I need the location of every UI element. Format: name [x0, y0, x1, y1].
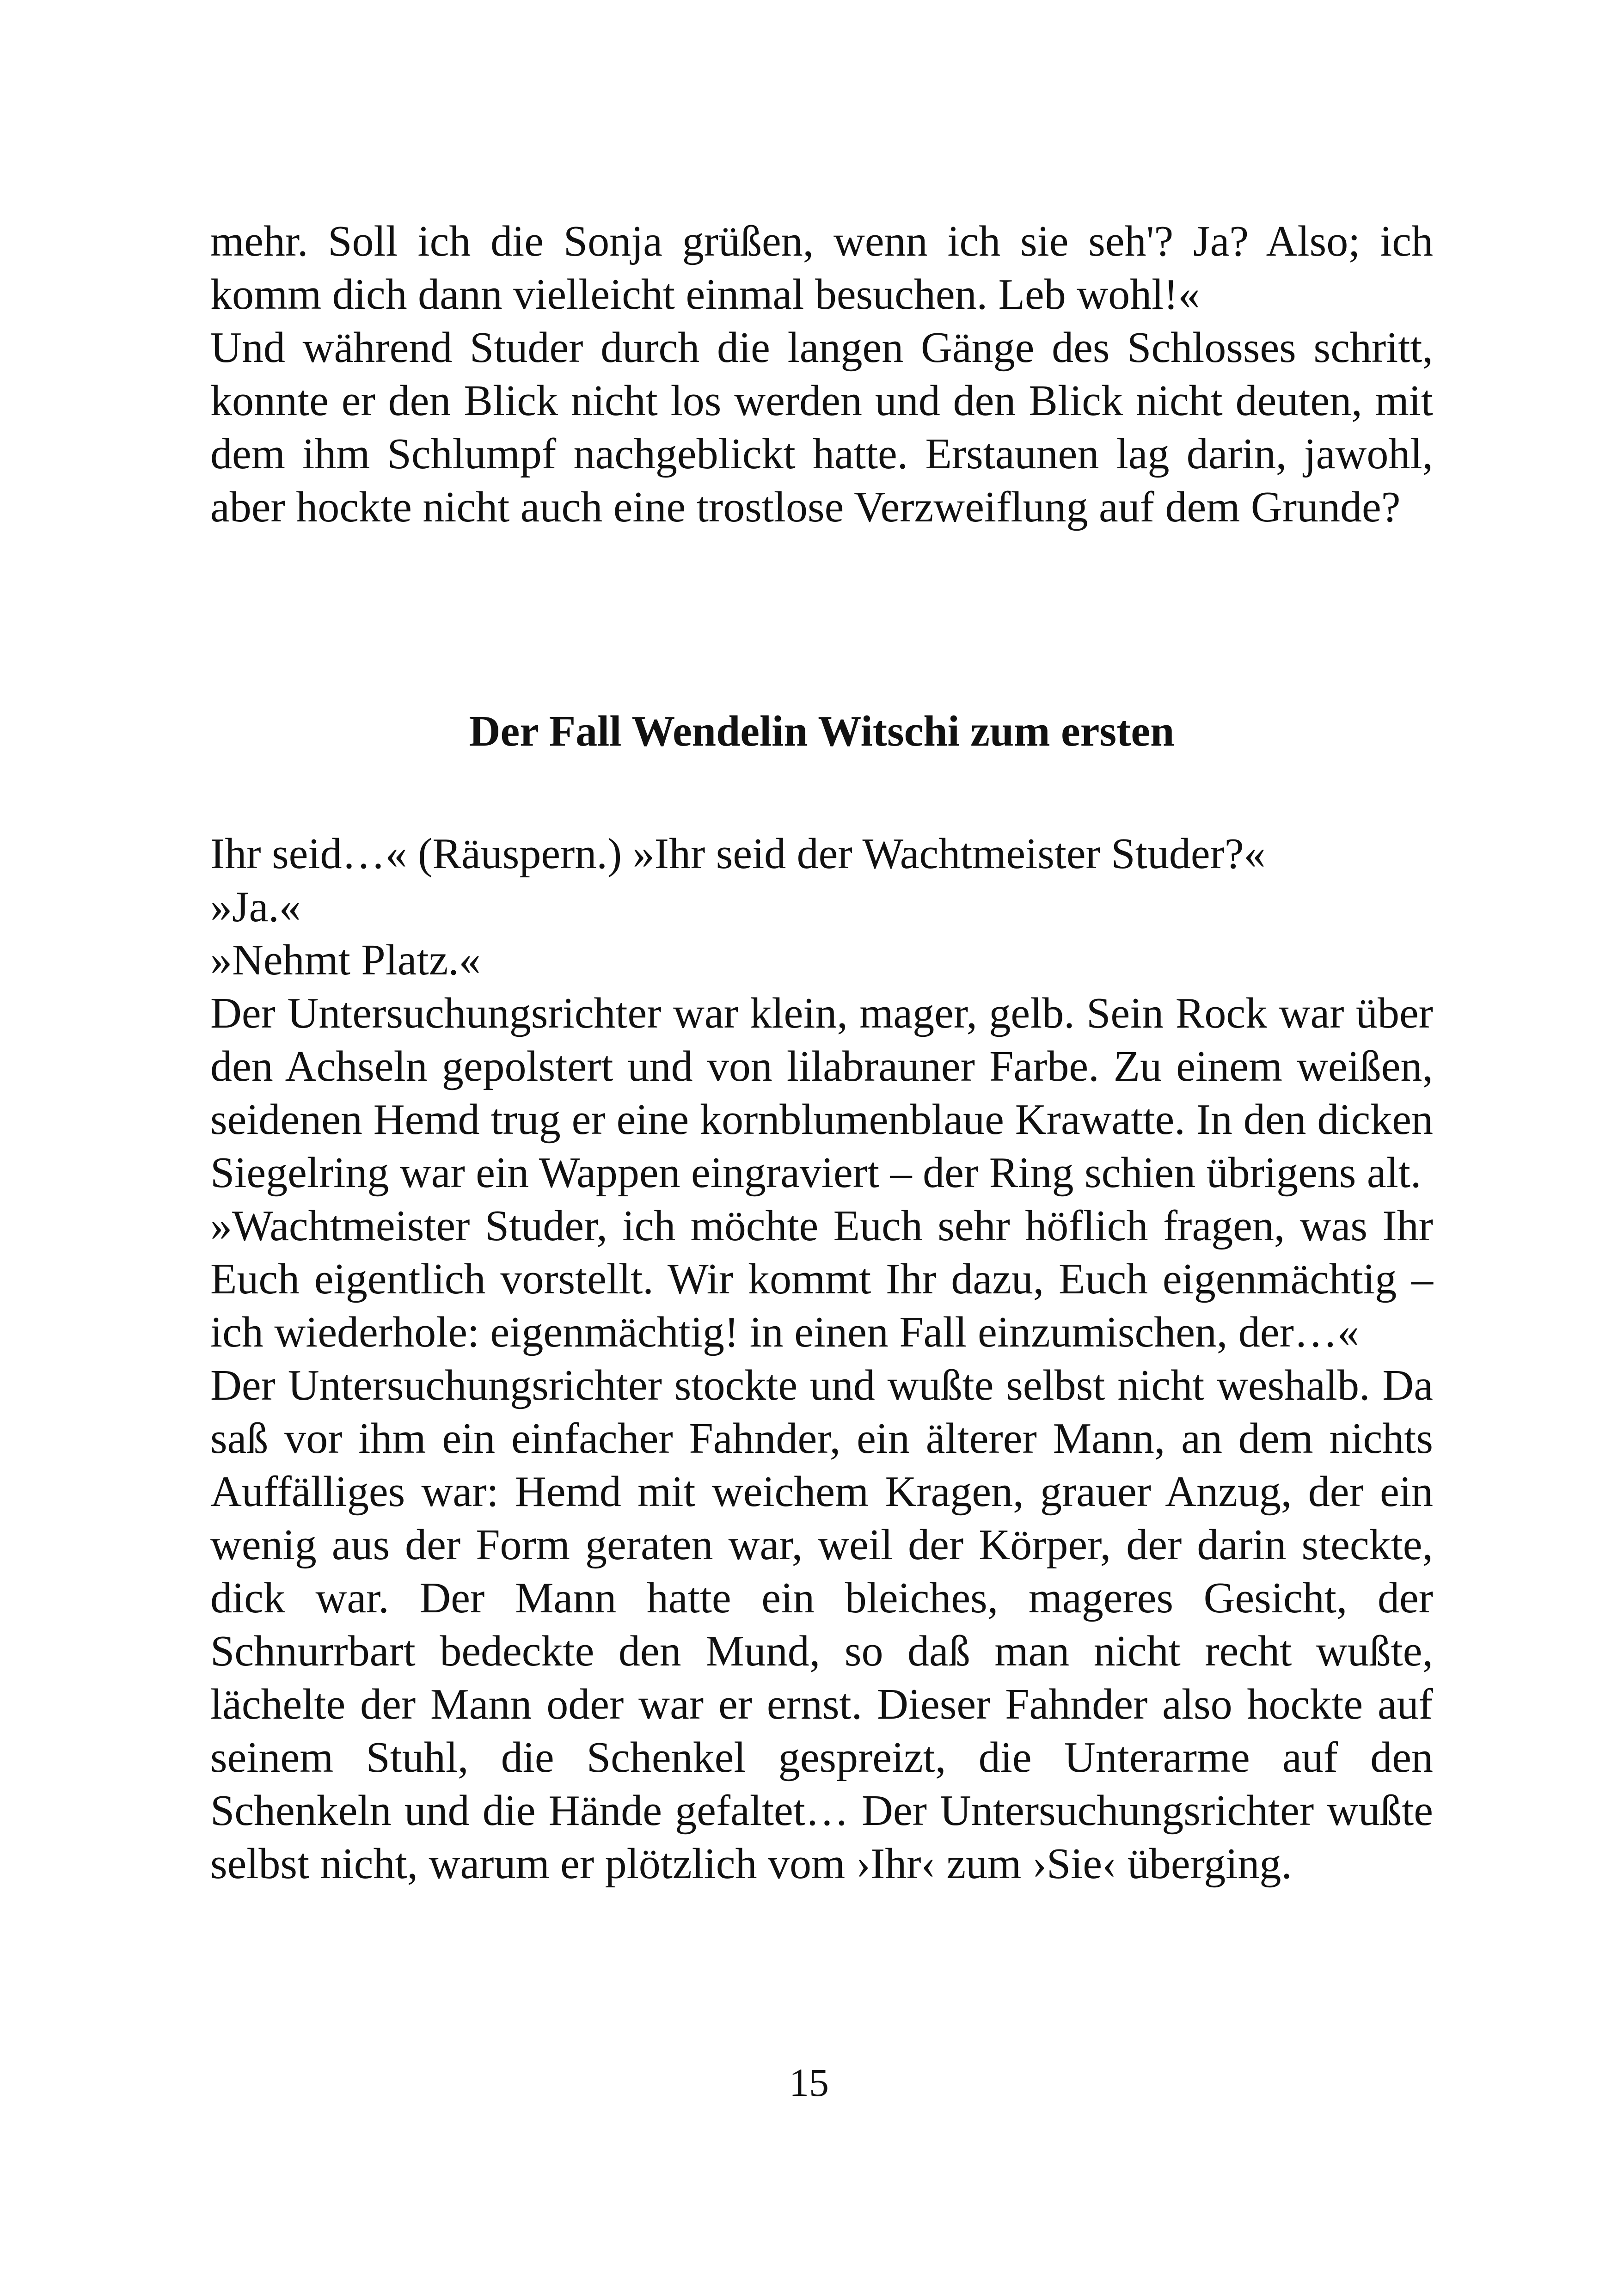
paragraph: mehr. Soll ich die Sonja grüßen, wenn ich sie seh'? Ja? Also; ich komm dich dann vielleicht einmal besuchen. Leb wohl!«: [210, 217, 1433, 318]
paragraph: Und während Studer durch die langen Gänge des Schlosses schritt, konnte er den Blick nicht los werden und den Blick nicht deuten, mit dem ihm Schlumpf nachgeblickt hatte. Erstaunen lag darin, jawohl, aber hockte nicht auch eine trostlose Verzweiflung auf dem Grunde?: [210, 324, 1433, 531]
dialogue-line: »Ja.«: [210, 883, 301, 931]
dialogue-line: Ihr seid…« (Räuspern.) »Ihr seid der Wachtmeister Studer?«: [210, 830, 1266, 878]
dialogue-block: [210, 827, 1433, 987]
page-number: 15: [789, 2060, 829, 2105]
chapter-text-block: [210, 987, 1433, 1891]
paragraph: Der Untersuchungsrichter war klein, mager, gelb. Sein Rock war über den Achseln gepolstert und von lilabrauner Farbe. Zu einem weißen, seidenen Hemd trug er eine kornblumenblaue Krawatte. In den dicken Siegelring war ein Wappen eingraviert – der Ring schien übrigens alt.: [210, 989, 1433, 1197]
paragraph: »Wachtmeister Studer, ich möchte Euch sehr höflich fragen, was Ihr Euch eigentlich vorstellt. Wir kommt Ihr dazu, Euch eigenmächtig – ich wiederhole: eigenmächtig! in einen Fall einzumischen, der…«: [210, 1202, 1433, 1356]
dialogue-line: »Nehmt Platz.«: [210, 936, 481, 984]
paragraph: Der Untersuchungsrichter stockte und wußte selbst nicht weshalb. Da saß vor ihm ein einfacher Fahnder, ein älterer Mann, an dem nichts Auffälliges war: Hemd mit weichem Kragen, grauer Anzug, der ein wenig aus der Form geraten war, weil der Körper, der darin steckte, dick war. Der Mann hatte ein bleiches, mageres Gesicht, der Schnurrbart bedeckte den Mund, so daß man nicht recht wußte, lächelte der Mann oder war er ernst. Dieser Fahnder also hockte auf seinem Stuhl, die Schenkel gespreizt, die Unterarme auf den Schenkeln und die Hände gefaltet… Der Untersuchungsrichter wußte selbst nicht, warum er plötzlich vom ›Ihr‹ zum ›Sie‹ überging.: [210, 1361, 1433, 1888]
chapter-title: Der Fall Wendelin Witschi zum ersten: [469, 707, 1175, 755]
opening-text-block: [210, 215, 1433, 534]
